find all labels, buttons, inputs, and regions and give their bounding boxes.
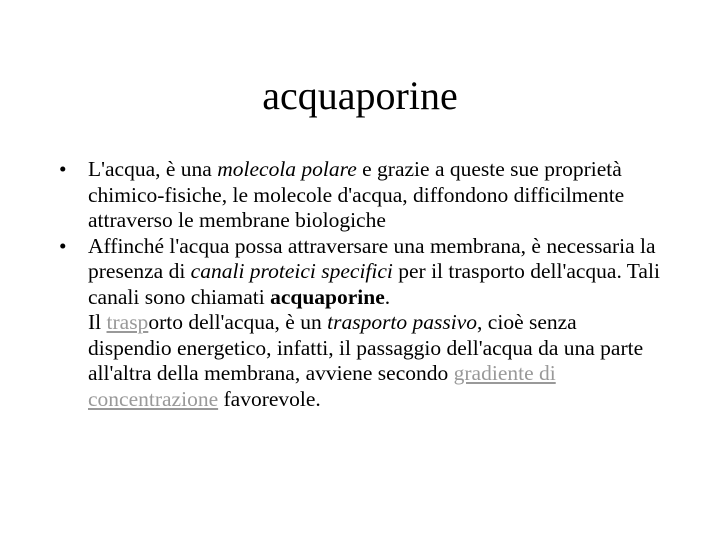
bullet-1-text-end: e grazie a queste sue proprietà chimico-fisiche, le molecole d'acqua, diffondono difficilmente attraverso le membrane biologiche [88, 157, 625, 232]
bullet-2-period: . [384, 284, 391, 309]
slide-title: acquaporine [262, 73, 458, 118]
bullet-item-1 [54, 157, 664, 234]
bullet-2-bold-term: acquaporine [270, 284, 385, 309]
bullet-2-para2-emphasis: trasporto passivo [327, 310, 478, 334]
bullet-2-text: Affinché l'acqua possa attraversare una membrana, è necessaria la presenza di [88, 233, 656, 283]
bullet-2-emphasis: canali proteici specifici [190, 259, 393, 283]
bullet-2-para2-start: Il [88, 310, 107, 334]
bullet-2-para2-text-end: favorevole. [218, 386, 321, 411]
bullet-dot: • [59, 233, 67, 258]
gradiente-link[interactable]: gradiente di concentrazione [88, 361, 556, 411]
bullet-2-text-mid: per il trasporto dell'acqua. Tali canali sono chiamati [88, 259, 660, 309]
bullet-dot: • [59, 157, 67, 181]
bullet-2-para2-text: orto dell'acqua, è un [148, 310, 328, 334]
trasporto-link[interactable]: trasp [106, 310, 149, 334]
bullet-list [54, 157, 664, 412]
bullet-2-para2-text-mid: , cioè senza dispendio energetico, infatti, il passaggio dell'acqua da una parte all'altra della membrana, avviene secondo [88, 310, 644, 385]
bullet-item-2 [54, 234, 664, 413]
bullet-1-text: L'acqua, è una [88, 157, 218, 181]
bullet-1-emphasis: molecola polare [217, 157, 357, 181]
